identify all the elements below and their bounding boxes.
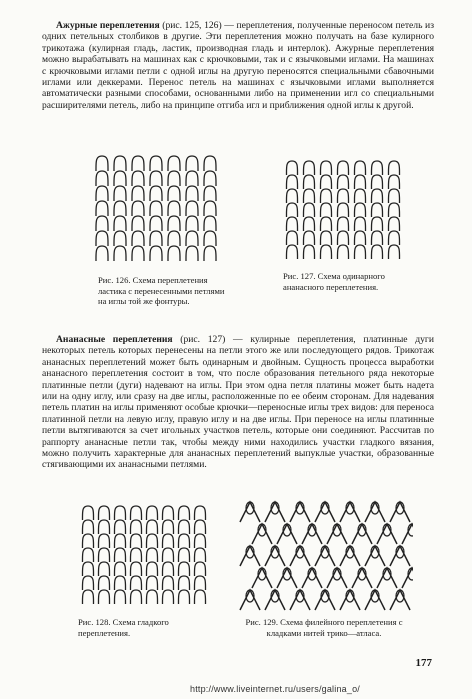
paragraph-pineapple-text: (рис. 127) — кулирные переплетения, платинные дуги некоторых петель которых перенесены на петли этого же или последующего рядов. Трикотаж ананасных переплетений может быть одинарным и двойным. Сущность процесса выработки ананасного переплетения состоит в том, что после образования петельного ряда некоторые платинные петли (дуги) надевают на иглы. При этом одна петля платины может быть надета или на одну иглу, или сразу на две иглы, расположенные по ее обеим сторонам. Для надевания петель платин на иглы применяют особые крючки—переносные иглы трех видов: для переноса платинной петли на левую иглу, правую иглу и на две иглы. При переносе на иглы платинные петли вытягиваются за счет игольных участков петель, которые они соединяют. Рассчитав по раппорту ананасные петли так, чтобы между ними находились участки гладкого вязания, можно получить характерные для ананасных переплетений выпуклые участки, образованные стягивающими их ананасными петлями.: [42, 334, 434, 471]
figure-126-illustration: [88, 150, 228, 270]
figure-129-illustration: [238, 492, 413, 614]
paragraph-openwork-text: (рис. 125, 126) — переплетения, полученные переносом петель из одних петельных столбиков в другие. Эти переплетения можно получать на базе кулирного трикотажа (кулирная гладь, ластик, производная гладь и интерлок). Ажурные переплетения можно вырабатывать на машинах как с крючковыми, так и с язычковыми иглами. На машинах с крючковыми иглами петли с одной иглы на другую переносятся специальными сбавочными иглами или деккерами. Перенос петель на машинах с язычковыми иглами выполняется автоматически разными способами, основанными либо на применении игл со специальными расширителями петель, либо на принципе отгиба игл и приближения одной иглы к другой.: [42, 20, 434, 111]
figure-129-caption: Рис. 129. Схема филейного переплетения с кладками нитей трико—атласа.: [245, 617, 403, 638]
figure-127-caption: Рис. 127. Схема одинарного ананасного переплетения.: [283, 271, 385, 292]
paragraph-openwork: [42, 20, 434, 111]
term-pineapple: Ананасные переплетения: [56, 334, 173, 345]
page-number: 177: [415, 657, 432, 669]
figure-128-caption: Рис. 128. Схема гладкого переплетения.: [78, 617, 169, 638]
footer-url: http://www.liveinternet.ru/users/galina_o/: [190, 684, 360, 694]
figure-126-caption: Рис. 126. Схема переплетения ластика с перенесенными петлями на иглы той же фонтуры.: [98, 275, 225, 307]
figure-128-illustration: [78, 502, 213, 610]
paragraph-pineapple: [42, 334, 434, 471]
term-openwork: Ажурные переплетения: [56, 20, 160, 31]
figure-127-illustration: [280, 155, 410, 265]
